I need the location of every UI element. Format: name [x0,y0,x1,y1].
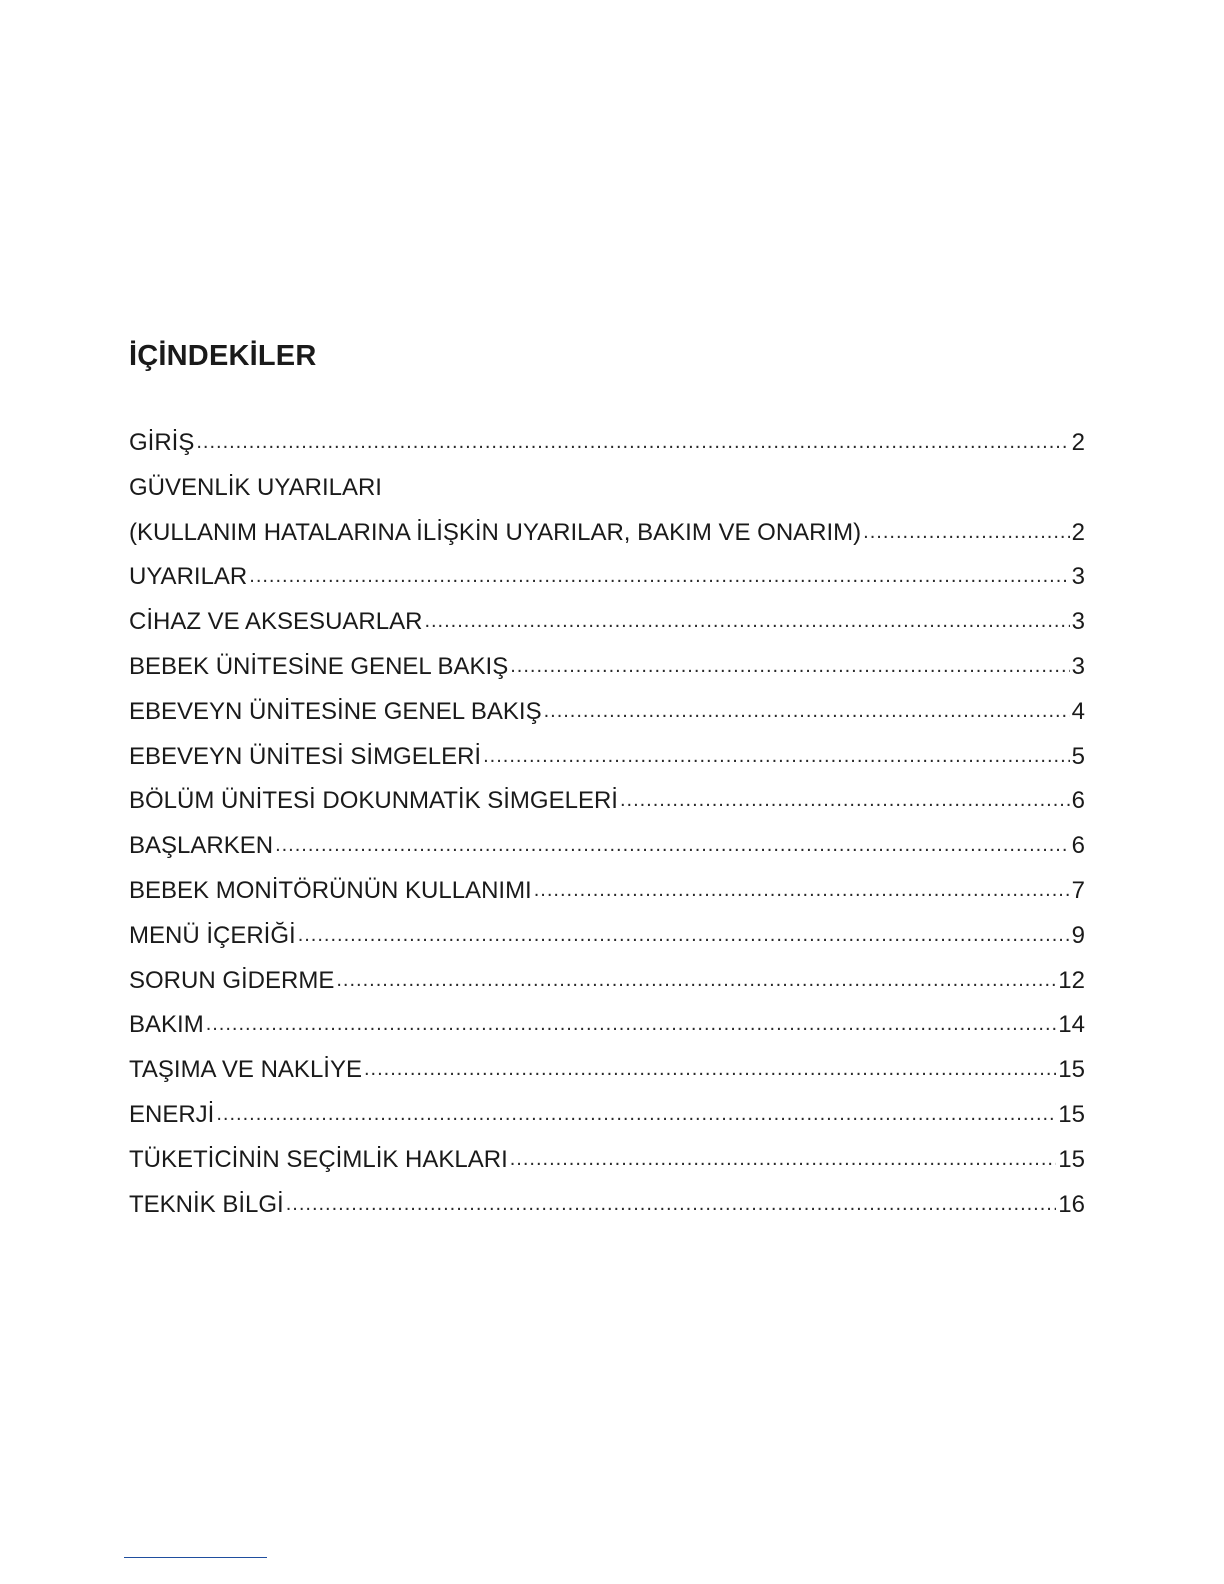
dot-leader [534,868,1070,913]
footnote-rule [124,1557,267,1558]
toc-entry-label: MENÜ İÇERİĞİ [129,921,296,949]
toc-entry-label: EBEVEYN ÜNİTESİNE GENEL BAKIŞ [129,697,542,725]
dot-leader [510,644,1069,689]
toc-entry [129,1093,1085,1138]
toc-entry-page: 14 [1058,1011,1085,1039]
dot-leader [206,1002,1057,1047]
toc-entry-page: 12 [1058,966,1085,994]
page-title: İÇİNDEKİLER [129,340,317,372]
toc-entry-label: BAKIM [129,1011,204,1039]
toc-entry-label: BÖLÜM ÜNİTESİ DOKUNMATİK SİMGELERİ [129,787,618,815]
toc-entry-page: 6 [1071,832,1085,860]
toc-entry-page: 3 [1071,652,1085,680]
toc-entry-label: BAŞLARKEN [129,832,274,860]
toc-entry-page: 7 [1071,876,1085,904]
dot-leader [510,1137,1057,1182]
toc-entry-page: 4 [1071,697,1085,725]
toc-entry [129,421,1085,466]
toc-entry [129,824,1085,869]
toc-entry-page: 3 [1071,563,1085,591]
toc-entry-label: BEBEK ÜNİTESİNE GENEL BAKIŞ [129,652,509,680]
dot-leader [275,823,1070,868]
toc-entry [129,645,1085,690]
dot-leader [336,958,1056,1003]
dot-leader [298,913,1070,958]
toc-entry-page: 16 [1058,1190,1085,1218]
toc-entry [129,869,1085,914]
toc-entry [129,1183,1085,1228]
dot-leader [544,689,1070,734]
toc-entry-label: TAŞIMA VE NAKLİYE [129,1056,362,1084]
toc-entry-page: 2 [1071,429,1085,456]
toc-entry-label: SORUN GİDERME [129,966,335,994]
toc-entry-label: BEBEK MONİTÖRÜNÜN KULLANIMI [129,876,532,904]
toc-entry-label: TEKNİK BİLGİ [129,1190,284,1218]
toc-entry [129,914,1085,959]
toc-entry-label: (KULLANIM HATALARINA İLİŞKİN UYARILAR, BAKIM VE ONARIM) [129,518,862,546]
dot-leader [196,420,1069,465]
toc-entry [129,1048,1085,1093]
toc-entry [129,1138,1085,1183]
toc-entry-page: 15 [1058,1145,1085,1173]
dot-leader [286,1182,1057,1227]
toc-entry-label: GİRİŞ [129,429,195,456]
dot-leader [364,1047,1056,1092]
toc-entry-label: EBEVEYN ÜNİTESİ SİMGELERİ [129,742,482,770]
dot-leader [216,1092,1056,1137]
toc-entry-page: 2 [1071,518,1085,546]
table-of-contents [129,421,1085,1227]
toc-entry-label: ENERJİ [129,1100,215,1128]
toc-entry [129,555,1085,600]
toc-entry [129,690,1085,735]
toc-entry-label: TÜKETİCİNİN SEÇİMLİK HAKLARI [129,1145,508,1173]
toc-entry-page: 9 [1071,921,1085,949]
toc-entry-label: GÜVENLİK UYARILARI [129,473,382,501]
toc-entry-page: 15 [1058,1056,1085,1084]
toc-entry [129,466,1085,511]
dot-leader [249,554,1069,599]
toc-entry [129,600,1085,645]
dot-leader [620,778,1070,823]
toc-entry-page: 6 [1071,787,1085,815]
toc-entry [129,735,1085,780]
dot-leader [483,734,1070,779]
toc-entry-page: 5 [1071,742,1085,770]
toc-entry [129,1003,1085,1048]
dot-leader [863,510,1069,555]
toc-entry [129,779,1085,824]
toc-entry-label: UYARILAR [129,563,248,591]
dot-leader [424,599,1069,644]
toc-entry-page: 3 [1071,608,1085,636]
toc-entry-label: CİHAZ VE AKSESUARLAR [129,608,423,636]
toc-entry [129,959,1085,1004]
toc-entry [129,511,1085,556]
toc-entry-page: 15 [1058,1100,1085,1128]
